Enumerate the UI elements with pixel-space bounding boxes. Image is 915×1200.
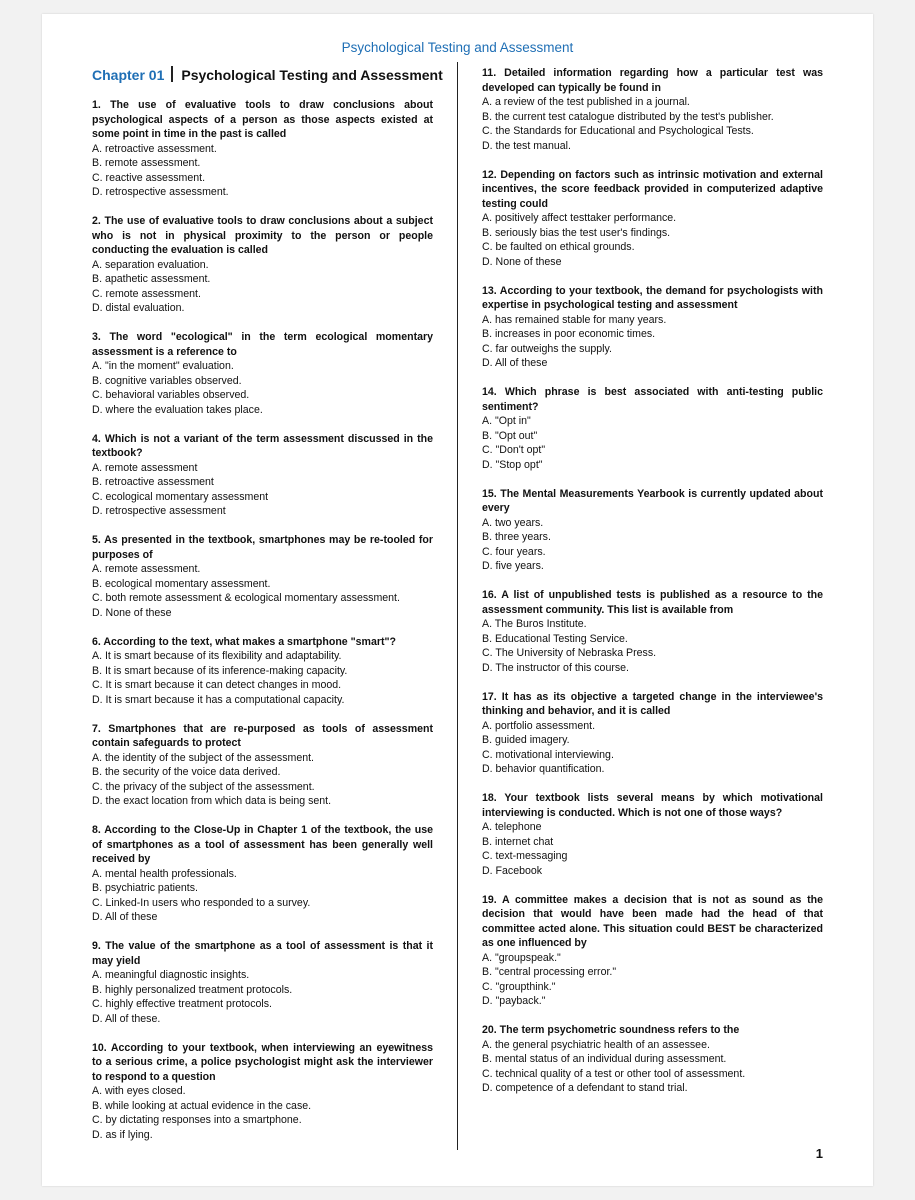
question-stem: 5. As presented in the textbook, smartphones may be re-tooled for purposes of	[92, 534, 433, 561]
answer-option: D. "payback."	[482, 995, 546, 1007]
answer-option: C. reactive assessment.	[92, 171, 206, 184]
answer-option: D. It is smart because it has a computational capacity.	[92, 693, 345, 706]
column-divider	[457, 62, 458, 1150]
answer-option: B. cognitive variables observed.	[92, 374, 242, 387]
question-stem: 7. Smartphones that are re-purposed as tools of assessment contain safeguards to protect	[92, 722, 433, 749]
answer-option: A. retroactive assessment.	[92, 142, 217, 155]
answer-option: D. "Stop opt"	[482, 458, 543, 471]
question-stem: 13. According to your textbook, the demand for psychologists with expertise in psychological testing and assessment	[482, 284, 823, 311]
answer-option: A. a review of the test published in a journal.	[482, 96, 690, 108]
left-column	[92, 98, 433, 1157]
answer-option: C. the privacy of the subject of the assessment.	[92, 780, 315, 793]
answer-option: B. "central processing error."	[482, 966, 617, 978]
question-stem: 6. According to the text, what makes a smartphone "smart"?	[92, 635, 396, 648]
answer-option: C. far outweighs the supply.	[482, 342, 612, 355]
answer-option: A. The Buros Institute.	[482, 618, 587, 630]
question-stem: 15. The Mental Measurements Yearbook is currently updated about every	[482, 487, 823, 514]
question-stem: 8. According to the Close-Up in Chapter 1 of the textbook, the use of smartphones as a tool of assessment has been generally well received by	[92, 824, 433, 865]
answer-option: A. "groupspeak."	[482, 951, 561, 964]
answer-option: D. behavior quantification.	[482, 763, 605, 775]
answer-option: A. It is smart because of its flexibility and adaptability.	[92, 650, 342, 662]
question-block	[92, 1041, 433, 1143]
answer-option: A. "in the moment" evaluation.	[92, 360, 234, 372]
document-page	[42, 14, 873, 1186]
question-block	[92, 432, 433, 519]
answer-option: D. All of these.	[92, 1012, 161, 1025]
answer-option: C. remote assessment.	[92, 287, 201, 300]
answer-option: B. the security of the voice data derived.	[92, 766, 281, 778]
question-block	[92, 98, 433, 200]
question-block	[482, 1023, 823, 1096]
question-stem: 4. Which is not a variant of the term assessment discussed in the textbook?	[92, 432, 433, 459]
answer-option: D. the exact location from which data is being sent.	[92, 795, 332, 807]
question-block	[92, 635, 433, 708]
answer-option: B. while looking at actual evidence in the case.	[92, 1099, 312, 1112]
answer-option: D. None of these	[482, 255, 562, 268]
answer-option: C. both remote assessment & ecological momentary assessment.	[92, 592, 400, 604]
answer-option: B. the current test catalogue distributed by the test's publisher.	[482, 110, 774, 123]
question-stem: 16. A list of unpublished tests is published as a resource to the assessment community. This list is available from	[482, 589, 823, 616]
answer-option: C. four years.	[482, 545, 546, 558]
answer-option: A. the general psychiatric health of an assessee.	[482, 1038, 710, 1051]
answer-option: A. meaningful diagnostic insights.	[92, 969, 250, 981]
answer-option: B. ecological momentary assessment.	[92, 577, 271, 590]
answer-option: A. remote assessment.	[92, 563, 201, 575]
question-block	[482, 791, 823, 878]
answer-option: D. retrospective assessment	[92, 505, 226, 517]
answer-option: A. the identity of the subject of the assessment.	[92, 751, 315, 764]
answer-option: A. with eyes closed.	[92, 1085, 186, 1097]
answer-option: D. All of these	[482, 357, 548, 369]
answer-option: A. mental health professionals.	[92, 867, 237, 880]
answer-option: D. retrospective assessment.	[92, 186, 229, 198]
answer-option: B. internet chat	[482, 835, 554, 848]
answer-option: D. where the evaluation takes place.	[92, 403, 263, 416]
answer-option: B. mental status of an individual during assessment.	[482, 1053, 727, 1065]
question-block	[92, 330, 433, 417]
answer-option: A. "Opt in"	[482, 415, 531, 427]
answer-option: C. text-messaging	[482, 850, 568, 862]
answer-option: C. highly effective treatment protocols.	[92, 998, 272, 1010]
answer-option: A. separation evaluation.	[92, 258, 209, 271]
answer-option: C. "Don't opt"	[482, 444, 546, 456]
answer-option: C. behavioral variables observed.	[92, 389, 250, 401]
answer-option: B. It is smart because of its inference-making capacity.	[92, 664, 348, 677]
answer-option: C. The University of Nebraska Press.	[482, 647, 657, 659]
question-stem: 19. A committee makes a decision that is not as sound as the decision that would have been made had the head of that committee acted alone. This situation could BEST be characterized as one influenced by	[482, 893, 823, 949]
answer-option: A. has remained stable for many years.	[482, 313, 667, 326]
chapter-separator	[171, 66, 173, 82]
answer-option: D. the test manual.	[482, 139, 571, 152]
question-stem: 10. According to your textbook, when interviewing an eyewitness to a serious crime, a police psychologist might ask the interviewer to respond to a question	[92, 1041, 433, 1083]
answer-option: C. ecological momentary assessment	[92, 490, 269, 503]
chapter-number: Chapter 01	[92, 67, 165, 83]
answer-option: B. highly personalized treatment protocols.	[92, 983, 293, 996]
question-block	[482, 588, 823, 675]
answer-option: D. distal evaluation.	[92, 302, 185, 314]
question-block	[92, 214, 433, 316]
answer-option: B. seriously bias the test user's findings.	[482, 226, 671, 239]
answer-option: D. The instructor of this course.	[482, 661, 629, 674]
running-header: Psychological Testing and Assessment	[341, 40, 574, 55]
question-stem: 1. The use of evaluative tools to draw conclusions about psychological aspects of a person as those aspects existed at some point in time in the past is called	[92, 99, 433, 140]
answer-option: B. three years.	[482, 531, 551, 543]
question-stem: 9. The value of the smartphone as a tool of assessment is that it may yield	[92, 940, 433, 967]
answer-option: C. "groupthink."	[482, 980, 556, 993]
answer-option: C. Linked-In users who responded to a survey.	[92, 896, 311, 909]
answer-option: B. Educational Testing Service.	[482, 632, 628, 645]
answer-option: C. be faulted on ethical grounds.	[482, 241, 635, 253]
question-block	[482, 168, 823, 270]
answer-option: D. five years.	[482, 560, 544, 572]
answer-option: A. remote assessment	[92, 461, 198, 474]
question-stem: 17. It has as its objective a targeted change in the interviewee's thinking and behavior, and it is called	[482, 690, 823, 717]
answer-option: C. motivational interviewing.	[482, 748, 614, 761]
answer-option: A. positively affect testtaker performance.	[482, 212, 677, 224]
question-block	[92, 823, 433, 925]
question-block	[482, 66, 823, 153]
answer-option: C. by dictating responses into a smartphone.	[92, 1114, 302, 1126]
answer-option: B. psychiatric patients.	[92, 882, 198, 894]
question-block	[482, 284, 823, 371]
question-block	[92, 722, 433, 809]
answer-option: A. two years.	[482, 516, 544, 529]
answer-option: B. remote assessment.	[92, 157, 201, 169]
question-stem: 2. The use of evaluative tools to draw conclusions about a subject who is not in physical proximity to the person or people conducting the evaluation is called	[92, 215, 433, 256]
answer-option: B. apathetic assessment.	[92, 273, 211, 285]
answer-option: D. All of these	[92, 911, 158, 923]
answer-option: B. retroactive assessment	[92, 476, 214, 488]
question-stem: 14. Which phrase is best associated with anti-testing public sentiment?	[482, 386, 823, 413]
chapter-title: Psychological Testing and Assessment	[181, 67, 443, 83]
answer-option: C. It is smart because it can detect changes in mood.	[92, 679, 342, 691]
answer-option: C. the Standards for Educational and Psychological Tests.	[482, 125, 754, 137]
question-block	[92, 533, 433, 620]
question-stem: 11. Detailed information regarding how a particular test was developed can typically be found in	[482, 67, 823, 94]
question-block	[482, 487, 823, 574]
right-column	[482, 66, 823, 1110]
question-stem: 12. Depending on factors such as intrinsic motivation and external incentives, the score feedback provided in computerized adaptive testing could	[482, 168, 823, 210]
answer-option: A. telephone	[482, 821, 542, 833]
question-block	[482, 690, 823, 777]
answer-option: B. guided imagery.	[482, 734, 570, 746]
question-block	[482, 385, 823, 472]
page-number: 1	[815, 1146, 823, 1161]
answer-option: C. technical quality of a test or other tool of assessment.	[482, 1067, 746, 1080]
answer-option: B. "Opt out"	[482, 429, 538, 442]
chapter-heading	[92, 66, 443, 83]
answer-option: B. increases in poor economic times.	[482, 328, 656, 340]
answer-option: D. Facebook	[482, 864, 543, 877]
answer-option: D. competence of a defendant to stand trial.	[482, 1082, 688, 1094]
question-block	[482, 893, 823, 1009]
question-stem: 20. The term psychometric soundness refers to the	[482, 1024, 740, 1036]
answer-option: D. None of these	[92, 606, 172, 619]
question-stem: 18. Your textbook lists several means by which motivational interviewing is conducted. Which is not one of those ways?	[482, 792, 823, 819]
answer-option: D. as if lying.	[92, 1128, 153, 1141]
answer-option: A. portfolio assessment.	[482, 719, 596, 732]
question-block	[92, 939, 433, 1026]
question-stem: 3. The word "ecological" in the term ecological momentary assessment is a reference to	[92, 331, 433, 358]
